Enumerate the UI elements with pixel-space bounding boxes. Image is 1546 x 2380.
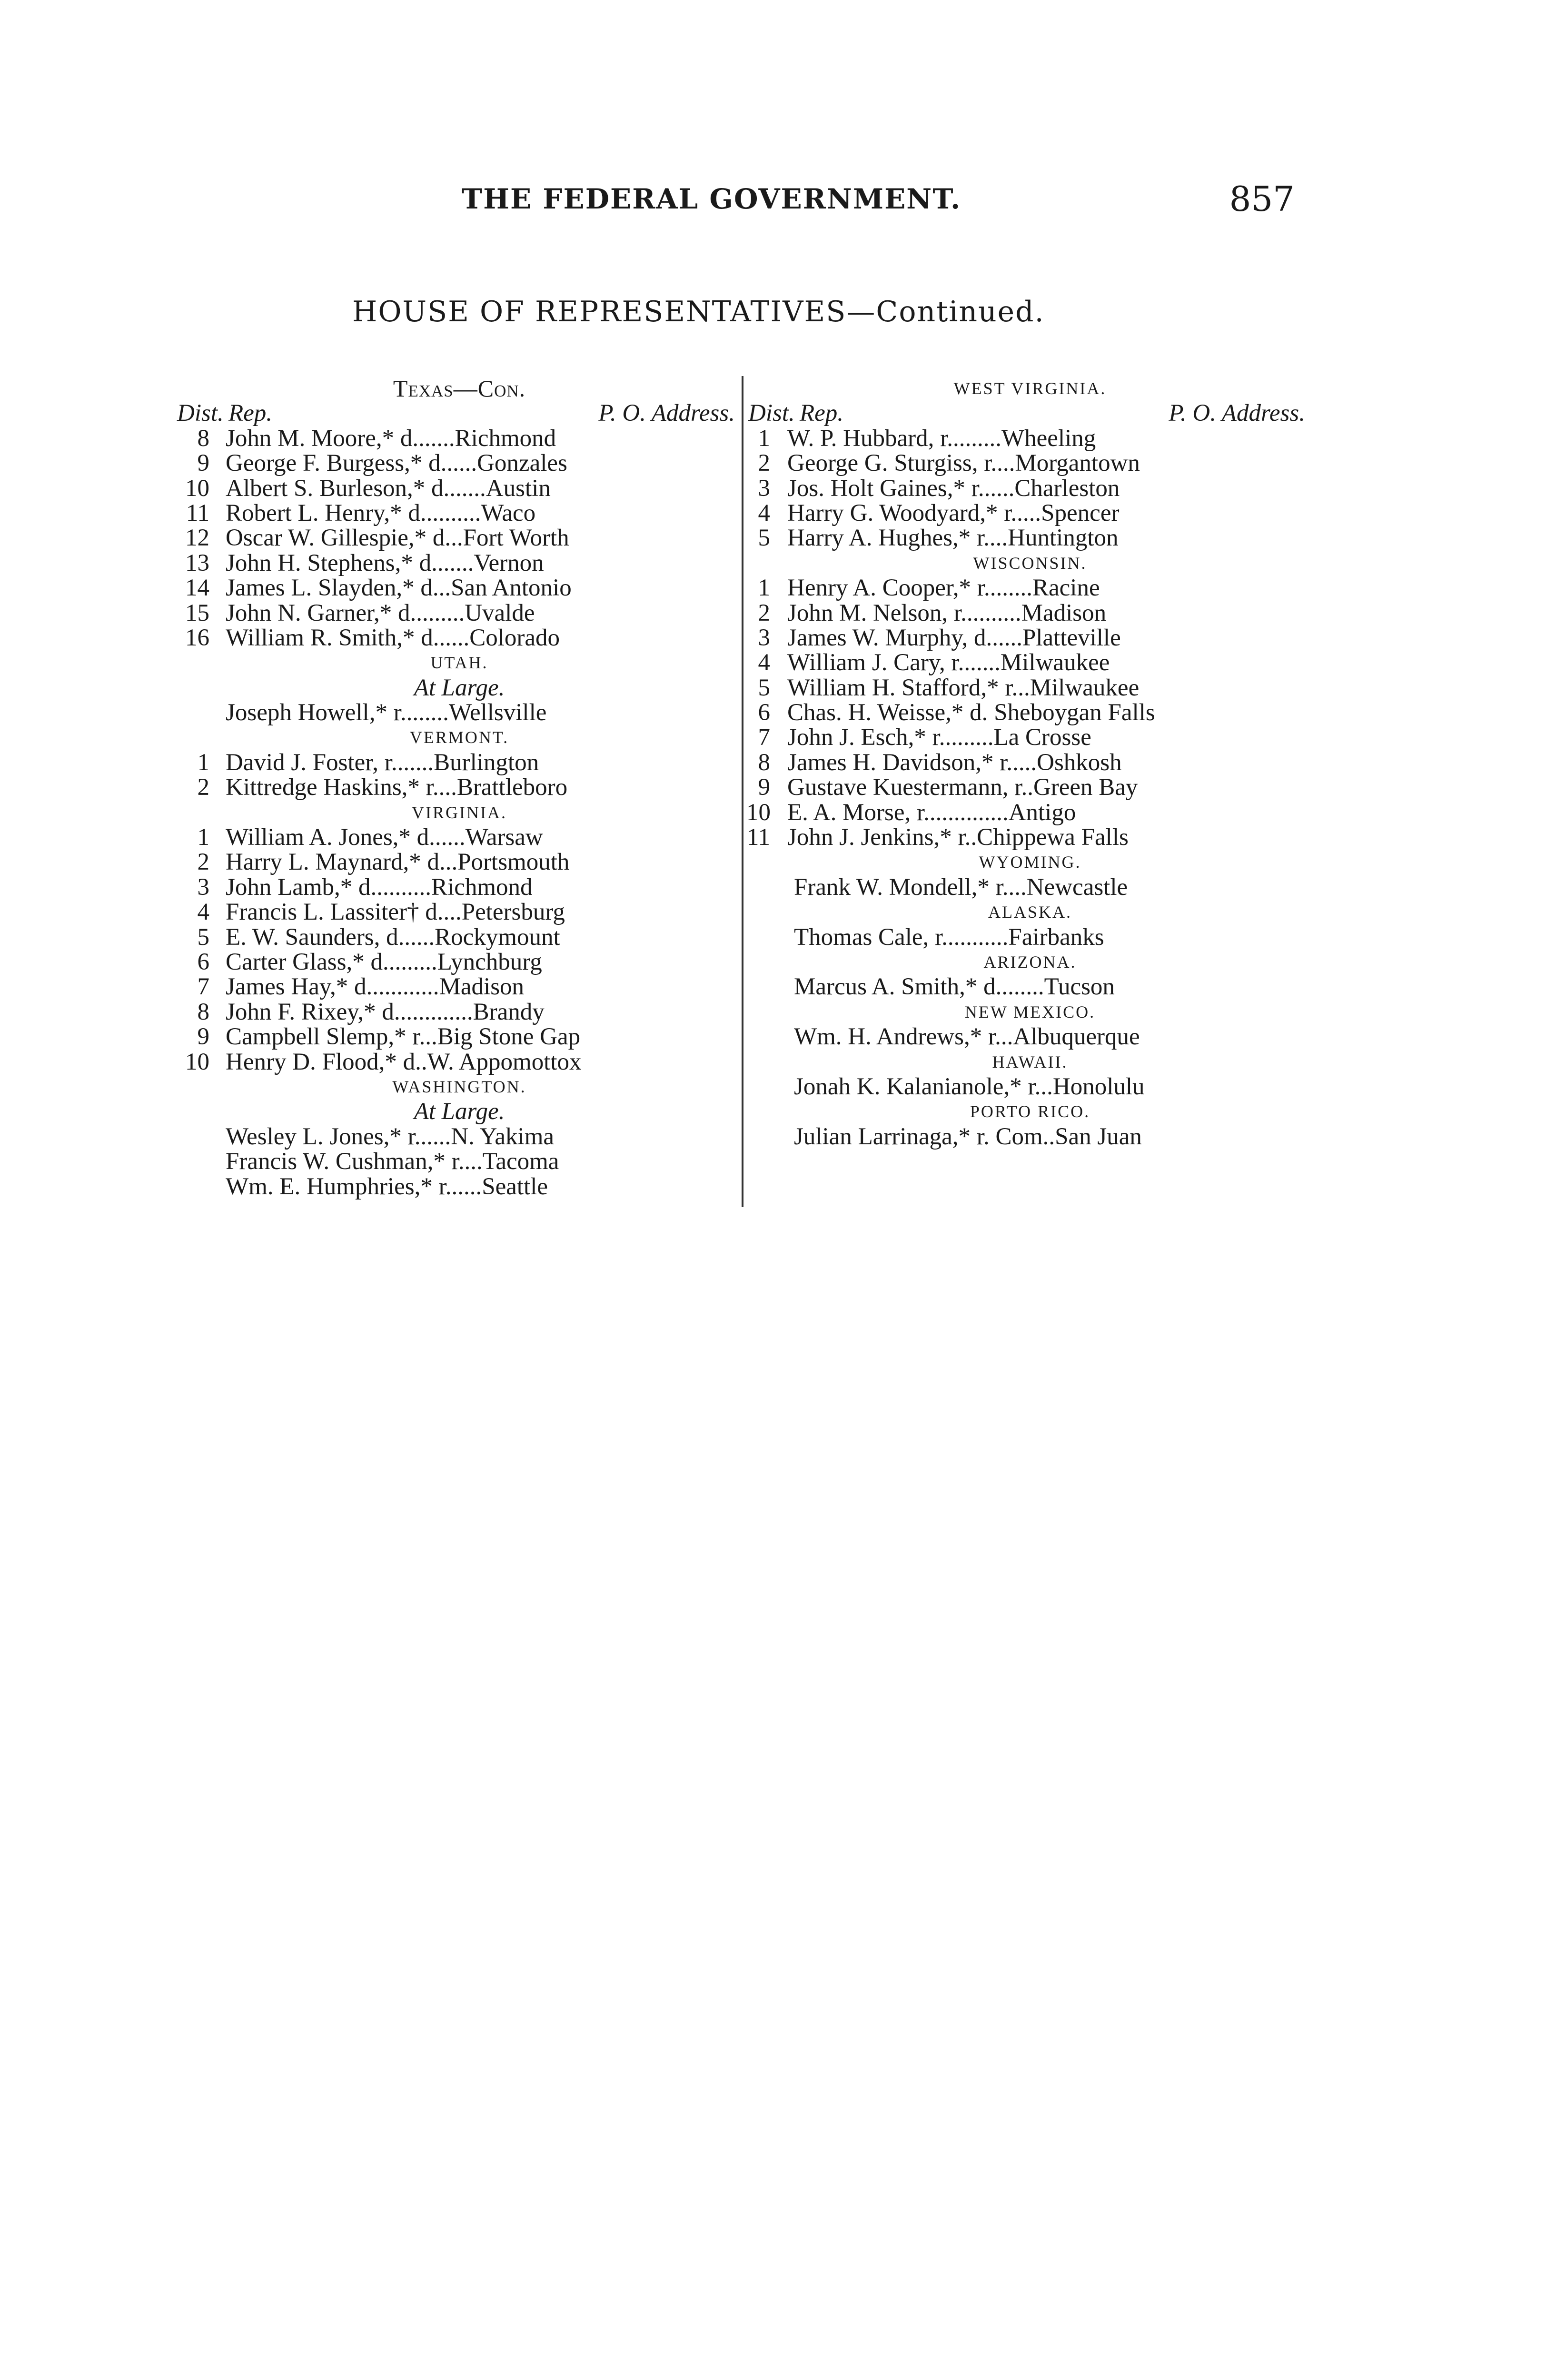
column-label-rep: Rep.: [800, 400, 844, 427]
representative-text: John J. Jenkins,* r..Chippewa Falls: [787, 824, 1129, 851]
representative-text: James L. Slayden,* d...San Antonio: [226, 575, 572, 602]
representative-text: William J. Cary, r.......Milwaukee: [787, 649, 1110, 676]
representative-text: Henry A. Cooper,* r........Racine: [787, 575, 1100, 602]
district-number: 2: [758, 450, 770, 477]
district-number: 1: [758, 425, 770, 452]
district-number: 11: [746, 824, 770, 851]
representative-entry: [748, 426, 1312, 451]
representative-text: Carter Glass,* d.........Lynchburg: [226, 948, 542, 975]
representative-entry: [748, 974, 1312, 999]
running-title: THE FEDERAL GOVERNMENT.: [462, 183, 961, 215]
representative-entry: [177, 501, 742, 526]
state-heading: ARIZONA.: [983, 952, 1077, 972]
district-number: 6: [758, 699, 770, 726]
representative-entry: [177, 950, 742, 974]
representative-entry: [177, 775, 742, 800]
representative-text: Jonah K. Kalanianole,* r...Honolulu: [794, 1073, 1145, 1100]
state-heading: VERMONT.: [409, 728, 509, 747]
district-number: 9: [197, 450, 209, 477]
representative-text: Albert S. Burleson,* d.......Austin: [226, 475, 551, 502]
representative-text: Julian Larrinaga,* r. Com..San Juan: [794, 1123, 1142, 1150]
representative-entry: [748, 725, 1312, 750]
district-number: 2: [758, 599, 770, 626]
representative-entry: [748, 501, 1312, 526]
representative-entry: [177, 551, 742, 575]
district-number: 11: [186, 499, 209, 526]
district-number: 8: [758, 749, 770, 776]
state-heading: PORTO RICO.: [970, 1102, 1090, 1121]
district-number: 16: [185, 624, 209, 651]
representative-text: Francis L. Lassiter† d....Petersburg: [226, 899, 565, 926]
representative-entry: [177, 601, 742, 625]
district-number: 5: [758, 525, 770, 552]
representative-entry: [748, 925, 1312, 950]
district-number: 3: [758, 475, 770, 502]
district-number: 2: [197, 774, 209, 801]
left-column: [177, 376, 743, 1207]
state-heading: ALASKA.: [988, 902, 1072, 922]
district-number: 4: [197, 899, 209, 926]
representative-text: Francis W. Cushman,* r....Tacoma: [226, 1148, 559, 1175]
representative-entry: [748, 675, 1312, 700]
representative-entry: [748, 451, 1312, 476]
state-heading: VIRGINIA.: [412, 803, 507, 822]
representative-entry: [177, 1024, 742, 1049]
representative-text: Frank W. Mondell,* r....Newcastle: [794, 873, 1128, 901]
running-head: [428, 179, 1295, 226]
state-heading: WASHINGTON.: [392, 1077, 526, 1096]
representative-entry: [177, 700, 742, 725]
representative-entry: [748, 800, 1312, 825]
right-column: [748, 376, 1312, 1149]
representative-text: Thomas Cale, r...........Fairbanks: [794, 923, 1104, 951]
representative-entry: [177, 426, 742, 451]
representative-text: E. A. Morse, r..............Antigo: [787, 799, 1076, 826]
representative-text: Harry L. Maynard,* d...Portsmouth: [226, 849, 570, 876]
district-number: 9: [758, 774, 770, 801]
state-heading: WEST VIRGINIA.: [953, 379, 1107, 398]
state-heading: WYOMING.: [979, 853, 1081, 872]
column-label-dist: Dist.: [748, 400, 795, 427]
representative-text: John Lamb,* d..........Richmond: [226, 873, 533, 901]
representative-entry: [177, 750, 742, 775]
representative-text: Wm. H. Andrews,* r...Albuquerque: [794, 1023, 1140, 1051]
district-number: 12: [185, 525, 209, 552]
representative-entry: [177, 526, 742, 550]
representative-text: John H. Stephens,* d.......Vernon: [226, 549, 544, 576]
column-label-address: P. O. Address.: [598, 400, 735, 427]
representative-entry: [177, 476, 742, 501]
district-number: 6: [197, 948, 209, 975]
section-heading: HOUSE OF REPRESENTATIVES—Continued.: [352, 295, 1045, 328]
representative-entry: [748, 1124, 1312, 1149]
representative-text: Oscar W. Gillespie,* d...Fort Worth: [226, 525, 569, 552]
representative-text: George G. Sturgiss, r....Morgantown: [787, 450, 1140, 477]
representative-entry: [177, 1124, 742, 1149]
representative-entry: [748, 601, 1312, 625]
representative-entry: [748, 575, 1312, 600]
representative-text: William H. Stafford,* r...Milwaukee: [787, 674, 1140, 701]
representative-text: Campbell Slemp,* r...Big Stone Gap: [226, 1023, 581, 1051]
district-number: 10: [746, 799, 771, 826]
representative-text: George F. Burgess,* d......Gonzales: [226, 450, 567, 477]
district-number: 15: [185, 599, 209, 626]
representative-entry: [748, 650, 1312, 675]
representative-entry: [748, 526, 1312, 550]
district-number: 4: [758, 649, 770, 676]
district-number: 9: [197, 1023, 209, 1051]
district-number: 10: [185, 1048, 209, 1075]
representative-entry: [177, 900, 742, 924]
representative-entry: [177, 575, 742, 600]
district-number: 8: [197, 998, 209, 1025]
district-number: 10: [185, 475, 209, 502]
representative-text: John F. Rixey,* d.............Brandy: [226, 998, 545, 1025]
district-number: 14: [185, 575, 209, 602]
representative-entry: [748, 875, 1312, 900]
representative-text: Wesley L. Jones,* r......N. Yakima: [226, 1123, 555, 1150]
representative-entry: [177, 850, 742, 874]
representative-entry: [748, 750, 1312, 775]
at-large-heading: At Large.: [414, 674, 505, 701]
representative-entry: [177, 625, 742, 650]
representative-entry: [748, 700, 1312, 725]
representative-entry: [748, 775, 1312, 800]
representative-entry: [177, 451, 742, 476]
state-heading: WISCONSIN.: [973, 553, 1087, 573]
representative-text: James Hay,* d............Madison: [226, 973, 525, 1001]
state-heading: HAWAII.: [992, 1052, 1068, 1071]
district-number: 3: [197, 873, 209, 901]
representative-entry: [177, 875, 742, 900]
representative-text: Henry D. Flood,* d..W. Appomottox: [226, 1048, 582, 1075]
representative-text: Kittredge Haskins,* r....Brattleboro: [226, 774, 568, 801]
representative-text: Joseph Howell,* r........Wellsville: [226, 699, 547, 726]
representative-entry: [177, 974, 742, 999]
district-number: 1: [758, 575, 770, 602]
district-number: 4: [758, 499, 770, 526]
representative-entry: [177, 1000, 742, 1024]
representative-entry: [748, 1024, 1312, 1049]
representative-entry: [177, 1149, 742, 1174]
representative-text: David J. Foster, r.......Burlington: [226, 749, 539, 776]
district-number: 1: [197, 824, 209, 851]
district-number: 1: [197, 749, 209, 776]
representative-text: Wm. E. Humphries,* r......Seattle: [226, 1173, 548, 1200]
district-number: 3: [758, 624, 770, 651]
representative-text: Robert L. Henry,* d..........Waco: [226, 499, 536, 526]
representative-entry: [748, 476, 1312, 501]
district-number: 2: [197, 849, 209, 876]
column-label-rep: Rep.: [228, 400, 273, 427]
column-header: [177, 401, 742, 426]
column-label-dist: Dist.: [177, 400, 224, 427]
state-heading: Texas—Con.: [393, 375, 526, 402]
representative-text: William R. Smith,* d......Colorado: [226, 624, 560, 651]
district-number: 5: [758, 674, 770, 701]
representative-entry: [177, 925, 742, 950]
representative-text: Marcus A. Smith,* d........Tucson: [794, 973, 1115, 1001]
district-number: 13: [185, 549, 209, 576]
page-number: 857: [1229, 179, 1295, 219]
representative-text: Jos. Holt Gaines,* r......Charleston: [787, 475, 1120, 502]
representative-text: Harry A. Hughes,* r....Huntington: [787, 525, 1119, 552]
representative-entry: [748, 1074, 1312, 1099]
representative-text: John M. Nelson, r..........Madison: [787, 599, 1107, 626]
state-heading: UTAH.: [430, 653, 488, 673]
representative-text: E. W. Saunders, d......Rockymount: [226, 923, 560, 951]
representative-text: James H. Davidson,* r.....Oshkosh: [787, 749, 1122, 776]
representative-text: John N. Garner,* d.........Uvalde: [226, 599, 535, 626]
representative-text: John M. Moore,* d.......Richmond: [226, 425, 556, 452]
representative-text: Harry G. Woodyard,* r.....Spencer: [787, 499, 1120, 526]
at-large-heading: At Large.: [414, 1098, 505, 1125]
representative-entry: [748, 825, 1312, 850]
representative-text: John J. Esch,* r.........La Crosse: [787, 724, 1091, 751]
district-number: 7: [758, 724, 770, 751]
state-heading: NEW MEXICO.: [964, 1002, 1096, 1021]
representative-entry: [177, 1174, 742, 1199]
column-header: [748, 401, 1312, 426]
district-number: 8: [197, 425, 209, 452]
representative-entry: [748, 625, 1312, 650]
representative-text: James W. Murphy, d......Platteville: [787, 624, 1121, 651]
representative-text: Chas. H. Weisse,* d. Sheboygan Falls: [787, 699, 1155, 726]
representative-entry: [177, 825, 742, 850]
column-label-address: P. O. Address.: [1169, 400, 1305, 427]
district-number: 7: [197, 973, 209, 1001]
district-number: 5: [197, 923, 209, 951]
representative-text: Gustave Kuestermann, r..Green Bay: [787, 774, 1138, 801]
representative-entry: [177, 1050, 742, 1074]
representative-text: W. P. Hubbard, r.........Wheeling: [787, 425, 1096, 452]
representative-text: William A. Jones,* d......Warsaw: [226, 824, 543, 851]
